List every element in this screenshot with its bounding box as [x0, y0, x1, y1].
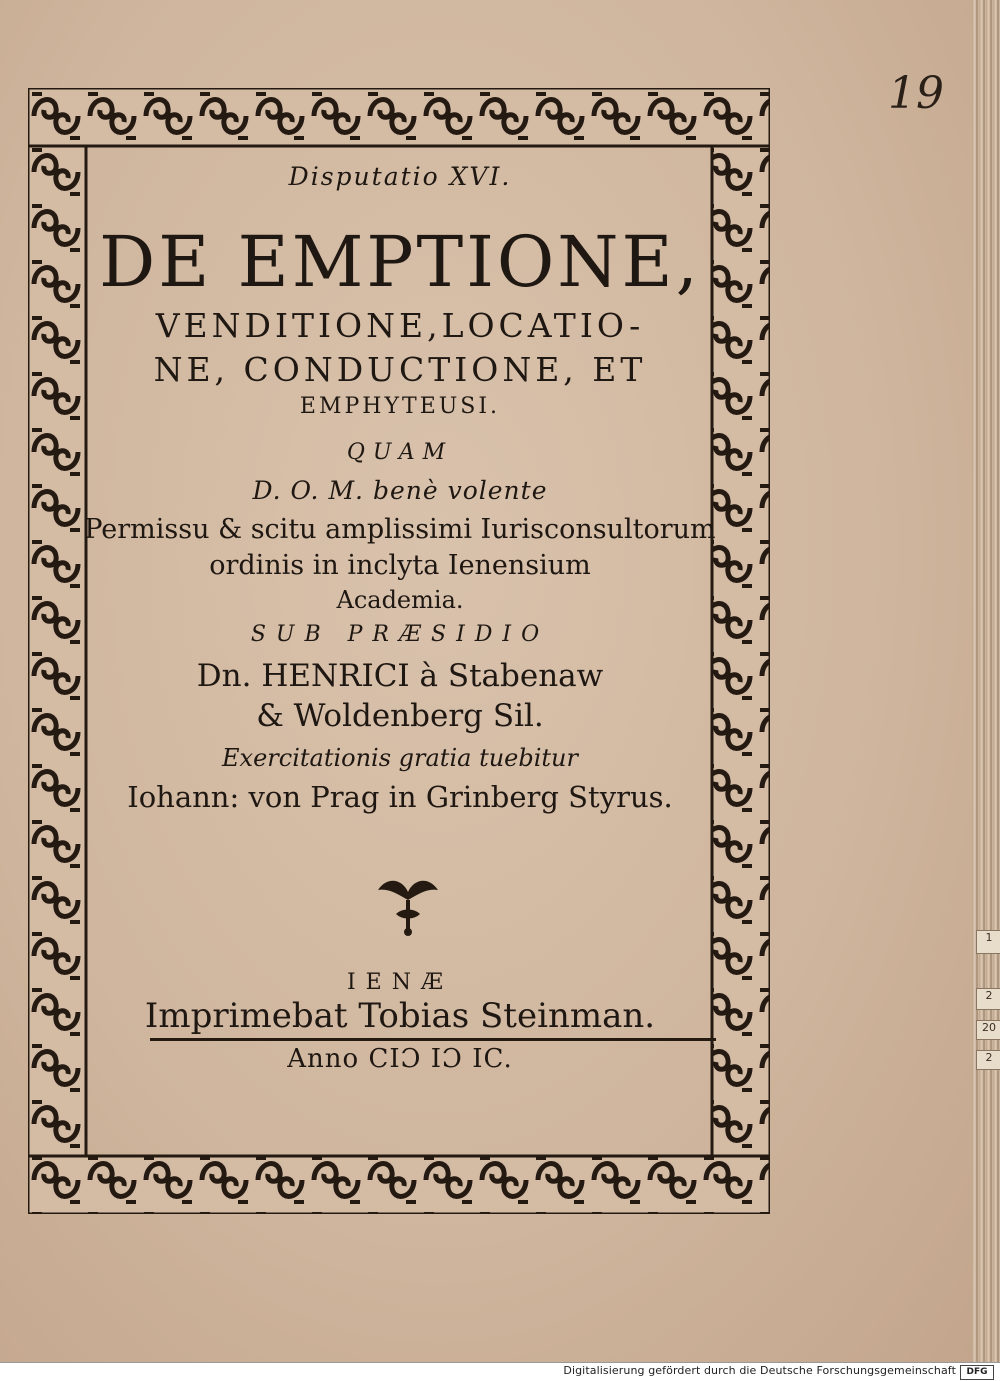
quam-line: QUAM: [346, 440, 454, 465]
side-tab: 1: [976, 930, 1000, 954]
page-edges: [972, 0, 1000, 1362]
anno-line: Anno CIƆ IƆ IC.: [287, 1044, 513, 1074]
iohann-line: Iohann: von Prag in Grinberg Styrus.: [127, 780, 673, 814]
title-line-3: NE, CONDUCTIONE, ET: [153, 350, 647, 389]
imprimebat-line: Imprimebat Tobias Steinman.: [144, 996, 656, 1036]
permissu-line-1: Permissu & scitu amplissimi Iurisconsultorum: [84, 514, 716, 545]
henrici-line: Dn. HENRICI à Stabenaw: [196, 658, 604, 694]
folio-number: 19: [888, 68, 944, 119]
title-line-4: EMPHYTEUSI.: [299, 394, 501, 419]
footer-bar: [0, 1362, 1000, 1381]
side-tab: 20: [976, 1020, 1000, 1040]
footer-credit: Digitalisierung gefördert durch die Deutsche Forschungsgemeinschaft: [563, 1364, 956, 1377]
horizontal-rule: [150, 1038, 716, 1041]
sub-praesidio-line: SUB PRÆSIDIO: [250, 622, 550, 647]
title-main: DE EMPTIONE,: [99, 221, 701, 303]
side-tab: 2: [976, 988, 1000, 1010]
woldenberg-line: & Woldenberg Sil.: [256, 698, 544, 734]
ienae-line: IENÆ: [346, 970, 454, 995]
dfg-logo: DFG: [960, 1365, 994, 1380]
dom-line: D. O. M. benè volente: [252, 476, 548, 505]
fleuron-ornament: [368, 870, 448, 940]
permissu-line-2: ordinis in inclyta Ienensium: [209, 550, 591, 581]
exercitationis-line: Exercitationis gratia tuebitur: [222, 744, 578, 772]
disputatio-heading: Disputatio XVI.: [288, 162, 512, 191]
title-line-2: VENDITIONE,LOCATIO-: [155, 306, 645, 345]
academia-line: Academia.: [336, 586, 464, 614]
side-tab: 2: [976, 1050, 1000, 1070]
